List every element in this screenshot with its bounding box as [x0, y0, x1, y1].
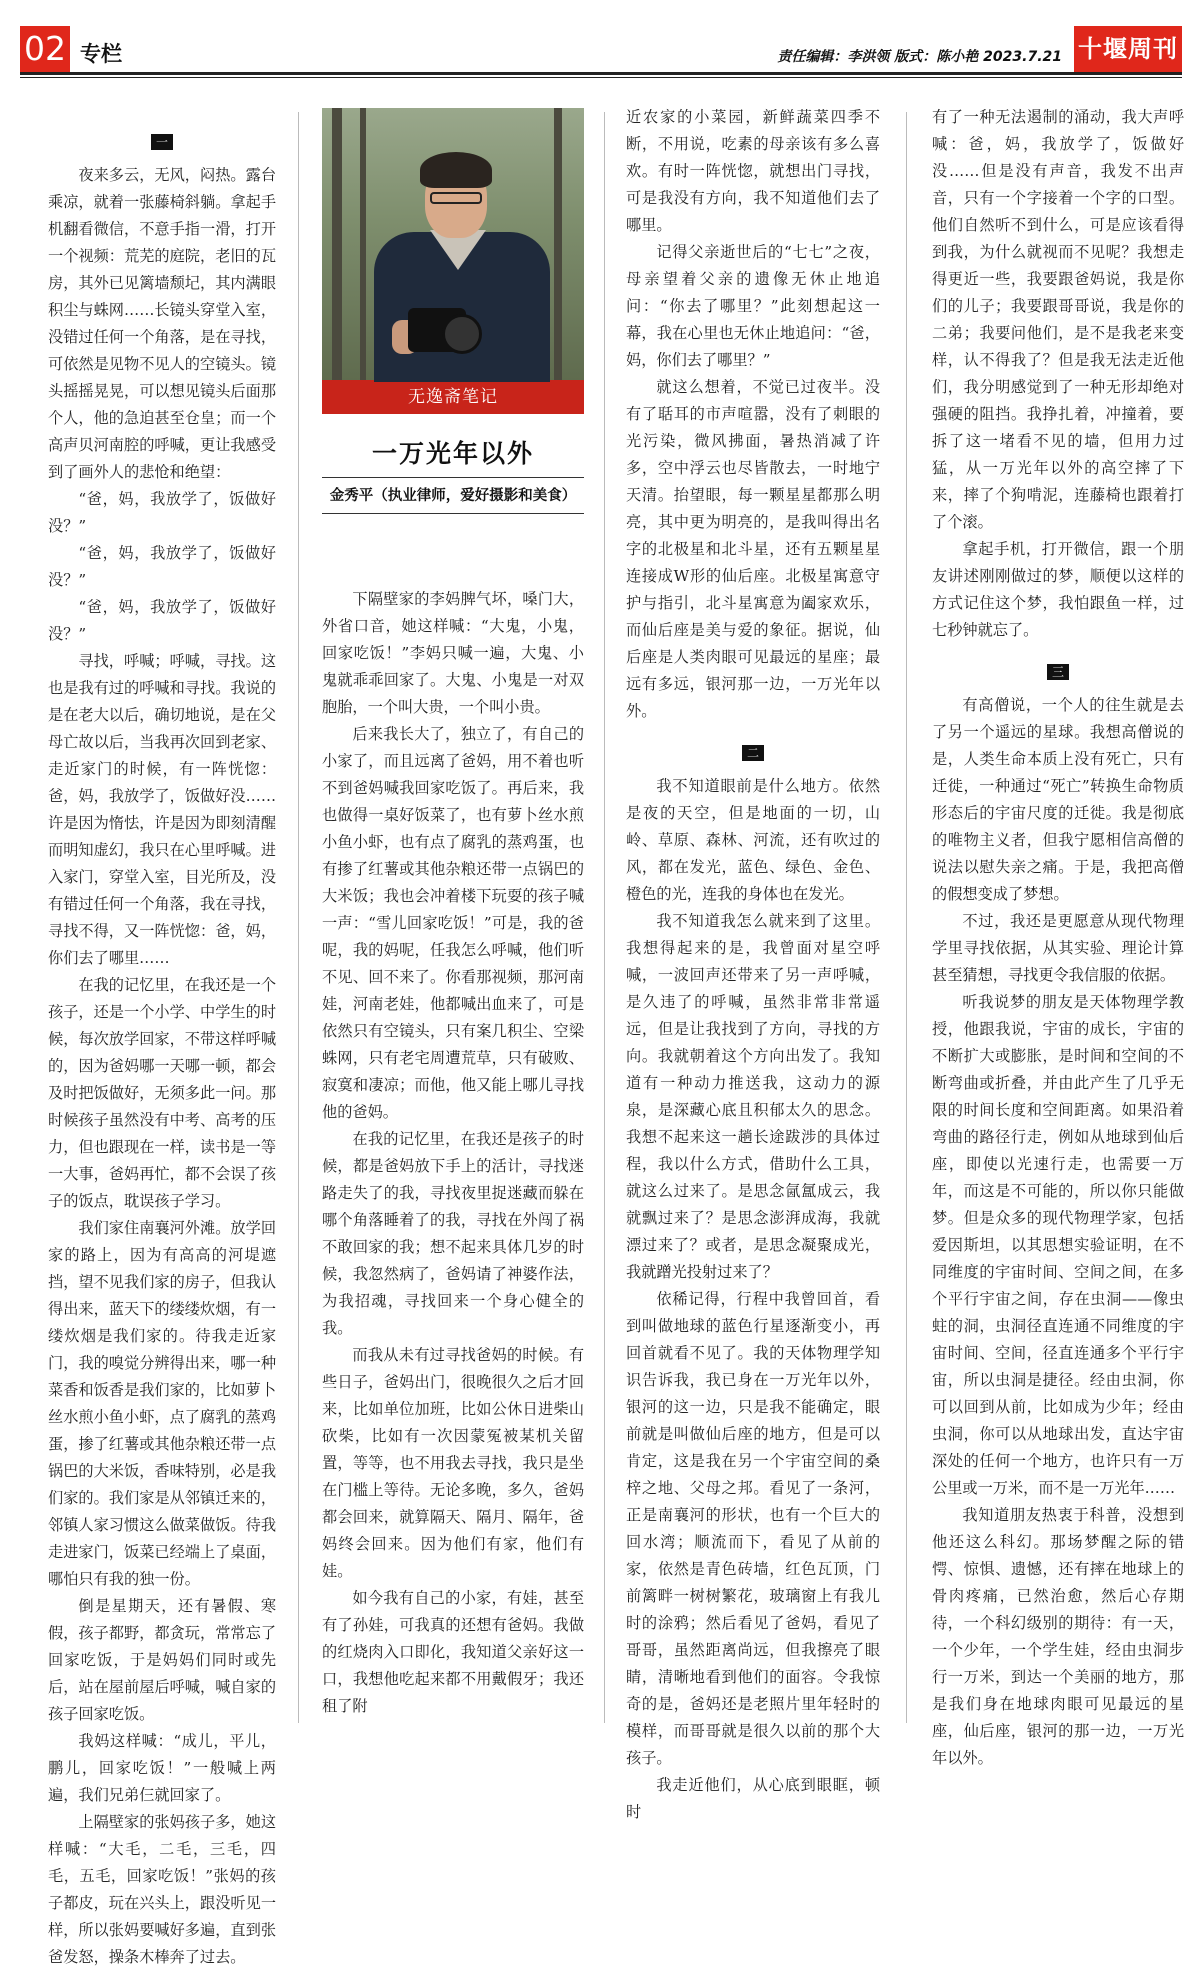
title-rule — [322, 477, 584, 478]
paragraph: 上隔壁家的张妈孩子多，她这样喊：“大毛，二毛，三毛，四毛，五毛，回家吃饭！”张妈的孩子都皮，玩在兴头上，跟没听见一样，所以张妈要喊好多遍，直到张爸发怒，操条木棒奔了过去。 — [48, 1813, 276, 1966]
paragraph: 就这么想着，不觉已过夜半。没有了聒耳的市声喧嚣，没有了刺眼的光污染，微风拂面，暑热消减了许多，空中浮云也尽皆散去，一时地宁天清。抬望眼，每一颗星星都那么明亮，其中更为明亮的，是我叫得出名字的北极星和北斗星，还有五颗星星连接成W形的仙后座。北极星寓意守护与指引，北斗星寓意为阖家欢乐，而仙后座是美与爱的象征。据说，仙后座是人类肉眼可见最远的星座；最远有多远，银河那一边，一万光年以外。 — [626, 378, 880, 720]
column-caption: 无逸斋笔记 — [322, 380, 584, 414]
paragraph: 倒是星期天，还有暑假、寒假，孩子都野，都贪玩，常常忘了回家吃饭，于是妈妈们同时或先后，站在屋前屋后呼喊，喊自家的孩子回家吃饭。 — [48, 1597, 276, 1723]
column-divider — [298, 112, 299, 1723]
section-marker-3: 三 — [1047, 664, 1069, 680]
author-byline: 金秀平（执业律师，爱好摄影和美食） — [329, 487, 577, 504]
paragraph: 我走近他们，从心底到眼眶，顿时 — [626, 1776, 880, 1821]
article-title: 一万光年以外 — [371, 439, 534, 468]
paragraph: 有了一种无法遏制的涌动，我大声呼喊：爸，妈，我放学了，饭做好没……但是没有声音，我发不出声音，只有一个字接着一个字的口型。他们自然听不到什么，可是应该看得到我，为什么就视而不见呢？我想走得更近一些，我要跟爸妈说，我是你们的儿子；我要跟哥哥说，我是你的二弟；我要问他们，是不是我老来变样，认不得我了？但是我无法走近他们，我分明感觉到了一种无形却绝对强硬的阻挡。我挣扎着，冲撞着，要拆了这一堵看不见的墙，但用力过猛，从一万光年以外的高空摔了下来，摔了个狗啃泥，连藤椅也跟着打了个滚。 — [932, 108, 1184, 531]
paragraph: “爸，妈，我放学了，饭做好没？” — [48, 544, 276, 589]
section-marker-2: 二 — [742, 745, 764, 761]
paragraph: 下隔壁家的李妈脾气坏，嗓门大，外省口音，她这样喊：“大鬼，小鬼，回家吃饭！”李妈只喊一遍，大鬼、小鬼就乖乖回家了。大鬼、小鬼是一对双胞胎，一个叫大贵，一个叫小贵。 — [322, 590, 584, 716]
section-title: 专栏 — [80, 42, 122, 66]
paragraph: 我知道朋友热衷于科普，没想到他还这么科幻。那场梦醒之际的错愕、惊惧、遗憾，还有摔在地球上的骨肉疼痛，已然治愈，然后心存期待，一个科幻级别的期待：有一天，一个少年，一个学生娃，经由虫洞步行一万米，到达一个美丽的地方，那是我们身在地球肉眼可见最远的星座，仙后座，银河的那一边，一万光年以外。 — [932, 1506, 1184, 1767]
paragraph: 记得父亲逝世后的“七七”之夜，母亲望着父亲的遗像无休止地追问：“你去了哪里？”此刻想起这一幕，我在心里也无休止地追问：“爸，妈，你们去了哪里？” — [626, 243, 880, 369]
column-4 — [932, 104, 1184, 1767]
paragraph: 寻找，呼喊；呼喊，寻找。这也是我有过的呼喊和寻找。我说的是在老大以后，确切地说，是在父母亡故以后，当我再次回到老家、走近家门的时候，有一阵恍惚：爸，妈，我放学了，饭做好没……许是因为惰怯，许是因为即刻清醒而明知虚幻，我只在心里呼喊。进入家门，穿堂入室，目光所及，没有错过任何一个角落，我在寻找，寻找不得，又一阵恍惚：爸，妈，你们去了哪里…… — [48, 652, 276, 967]
paragraph: 我妈这样喊：“成儿，平儿，鹏儿，回家吃饭！”一般喊上两遍，我们兄弟仨就回家了。 — [48, 1732, 276, 1804]
paragraph: 我们家住南襄河外滩。放学回家的路上，因为有高高的河堤遮挡，望不见我们家的房子，但我认得出来，蓝天下的缕缕炊烟，有一缕炊烟是我们家的。待我走近家门，我的嗅觉分辨得出来，哪一种菜香和饭香是我们家的，比如萝卜丝水煎小鱼小虾，点了腐乳的蒸鸡蛋，掺了红薯或其他杂粮还带一点锅巴的大米饭，香味特别，必是我们家的。我们家是从邻镇迁来的，邻镇人家习惯这么做菜做饭。待我走进家门，饭菜已经端上了桌面，哪怕只有我的独一份。 — [48, 1219, 276, 1588]
paragraph: 我不知道眼前是什么地方。依然是夜的天空，但是地面的一切，山岭、草原、森林、河流，还有吹过的风，都在发光，蓝色、绿色、金色、橙色的光，连我的身体也在发光。 — [626, 777, 880, 903]
column-2 — [322, 108, 584, 1727]
paragraph: 有高僧说，一个人的往生就是去了另一个遥远的星球。我想高僧说的是，人类生命本质上没有死亡，只有迁徙，一种通过“死亡”转换生命物质形态后的宇宙尺度的迁徙。我是彻底的唯物主义者，但我宁愿相信高僧的说法以慰失亲之痛。于是，我把高僧的假想变成了梦想。 — [932, 696, 1184, 903]
paragraph: “爸，妈，我放学了，饭做好没？” — [48, 598, 276, 643]
paragraph: 在我的记忆里，在我还是一个孩子，还是一个小学、中学生的时候，每次放学回家，不带这样呼喊的，因为爸妈哪一天哪一顿，都会及时把饭做好，无须多此一问。那时候孩子虽然没有中考、高考的压力，但也跟现在一样，读书是一等一大事，爸妈再忙，都不会误了孩子的饭点，耽误孩子学习。 — [48, 976, 276, 1210]
paragraph: 近农家的小菜园，新鲜蔬菜四季不断，不用说，吃素的母亲该有多么喜欢。有时一阵恍惚，就想出门寻找，可是我没有方向，我不知道他们去了哪里。 — [626, 108, 880, 234]
paragraph: 如今我有自己的小家，有娃，甚至有了孙娃，可我真的还想有爸妈。我做的红烧肉入口即化，我知道父亲好这一口，我想他吃起来都不用戴假牙；我还租了附 — [322, 1589, 584, 1715]
paragraph: 我不知道我怎么就来到了这里。我想得起来的是，我曾面对星空呼喊，一波回声还带来了另一声呼喊，是久违了的呼喊，虽然非常非常遥远，但是让我找到了方向，寻找的方向。我就朝着这个方向出发了。我知道有一种动力推送我，这动力的源泉，是深藏心底且积郁太久的思念。我想不起来这一趟长途跋涉的具体过程，我以什么方式，借助什么工具，就这么过来了。是思念氤氲成云，我就飘过来了？是思念澎湃成海，我就漂过来了？或者，是思念凝聚成光，我就蹭光投射过来了？ — [626, 912, 880, 1281]
column-divider — [604, 112, 605, 1723]
paragraph: 拿起手机，打开微信，跟一个朋友讲述刚刚做过的梦，顺便以这样的方式记住这个梦，我怕跟鱼一样，过七秒钟就忘了。 — [932, 540, 1184, 639]
paragraph: 依稀记得，行程中我曾回首，看到叫做地球的蓝色行星逐渐变小，再回首就看不见了。我的天体物理学知识告诉我，我已身在一万光年以外，银河的这一边，只是我不能确定，眼前就是叫做仙后座的地方，但是可以肯定，这是我在另一个宇宙空间的桑梓之地、父母之邦。看见了一条河，正是南襄河的形状，也有一个巨大的回水湾；顺流而下，看见了从前的家，依然是青色砖墙，红色瓦顶，门前篱畔一树树繁花，玻璃窗上有我儿时的涂鸦；然后看见了爸妈，看见了哥哥，虽然距离尚远，但我擦亮了眼睛，清晰地看到他们的面容。令我惊奇的是，爸妈还是老照片里年轻时的模样，而哥哥就是很久以前的那个大孩子。 — [626, 1290, 880, 1767]
byline-rule — [322, 513, 584, 514]
header-rule — [20, 72, 1182, 75]
author-photo-block — [322, 108, 584, 414]
paragraph: “爸，妈，我放学了，饭做好没？” — [48, 490, 276, 535]
editor-credits: 责任编辑：李洪领 版式：陈小艳 2023.7.21 — [777, 49, 1062, 65]
masthead-logo: 十堰周刊 — [1074, 26, 1182, 72]
column-divider — [906, 112, 907, 1723]
paragraph: 听我说梦的朋友是天体物理学教授，他跟我说，宇宙的成长，宇宙的不断扩大或膨胀，是时间和空间的不断弯曲或折叠，并由此产生了几乎无限的时间长度和空间距离。如果沿着弯曲的路径行走，例如从地球到仙后座，即使以光速行走，也需要一万年，而这是不可能的，所以你只能做梦。但是众多的现代物理学家，包括爱因斯坦，以其思想实验证明，在不同维度的宇宙时间、空间之间，在多个平行宇宙之间，存在虫洞——像虫蛀的洞，虫洞径直连通不同维度的宇宙时间、空间，径直连通多个平行宇宙，所以虫洞是捷径。经由虫洞，你可以回到从前，比如成为少年；经由虫洞，你可以从地球出发，直达宇宙深处的任何一个地方，也许只有一万公里或一万米，而不是一万光年…… — [932, 993, 1184, 1497]
paragraph: 后来我长大了，独立了，有自己的小家了，而且远离了爸妈，用不着也听不到爸妈喊我回家吃饭了。再后来，我也做得一桌好饭菜了，也有萝卜丝水煎小鱼小虾，也有点了腐乳的蒸鸡蛋，也有掺了红薯或其他杂粮还带一点锅巴的大米饭；我也会冲着楼下玩耍的孩子喊一声：“雪儿回家吃饭！”可是，我的爸呢，我的妈呢，任我怎么呼喊，他们听不见、回不来了。你看那视频，那河南娃，河南老娃，他都喊出血来了，可是依然只有空镜头，只有案几积尘、空梁蛛网，只有老宅周遭荒草，只有破败、寂寞和凄凉；而他，他又能上哪儿寻找他的爸妈。 — [322, 725, 584, 1121]
section-marker-1: 一 — [151, 134, 173, 150]
paragraph: 夜来多云，无风，闷热。露台乘凉，就着一张藤椅斜躺。拿起手机翻看微信，不意手指一滑，打开一个视频：荒芜的庭院，老旧的瓦房，其外已见篱墙颓圮，其内满眼积尘与蛛网……长镜头穿堂入室，没错过任何一个角落，是在寻找，可依然是见物不见人的空镜头。镜头摇摇晃晃，可以想见镜头后面那个人，他的急迫甚至仓皇；而一个高声贝河南腔的呼喊，更让我感受到了画外人的悲怆和绝望： — [48, 166, 276, 481]
paragraph: 在我的记忆里，在我还是孩子的时候，都是爸妈放下手上的活计，寻找迷路走失了的我，寻找夜里捉迷藏而躲在哪个角落睡着了的我，寻找在外闯了祸不敢回家的我；想不起来具体几岁的时候，我忽然病了，爸妈请了神婆作法，为我招魂，寻找回来一个身心健全的我。 — [322, 1130, 584, 1337]
column-3 — [626, 104, 880, 1821]
paragraph: 不过，我还是更愿意从现代物理学里寻找依据，从其实验、理论计算甚至猜想，寻找更令我信服的依据。 — [932, 912, 1184, 984]
author-photo — [322, 108, 584, 380]
paragraph: 而我从未有过寻找爸妈的时候。有些日子，爸妈出门，很晚很久之后才回来，比如单位加班，比如公休日进柴山砍柴，比如有一次因蒙冤被某机关留置，等等，也不用我去寻找，我只是坐在门槛上等待。无论多晚，多久，爸妈都会回来，就算隔天、隔月、隔年，爸妈终会回来。因为他们有家，他们有娃。 — [322, 1346, 584, 1580]
column-1 — [48, 112, 276, 1966]
header-rule-thin — [20, 77, 1182, 78]
page-number: 02 — [20, 26, 70, 72]
